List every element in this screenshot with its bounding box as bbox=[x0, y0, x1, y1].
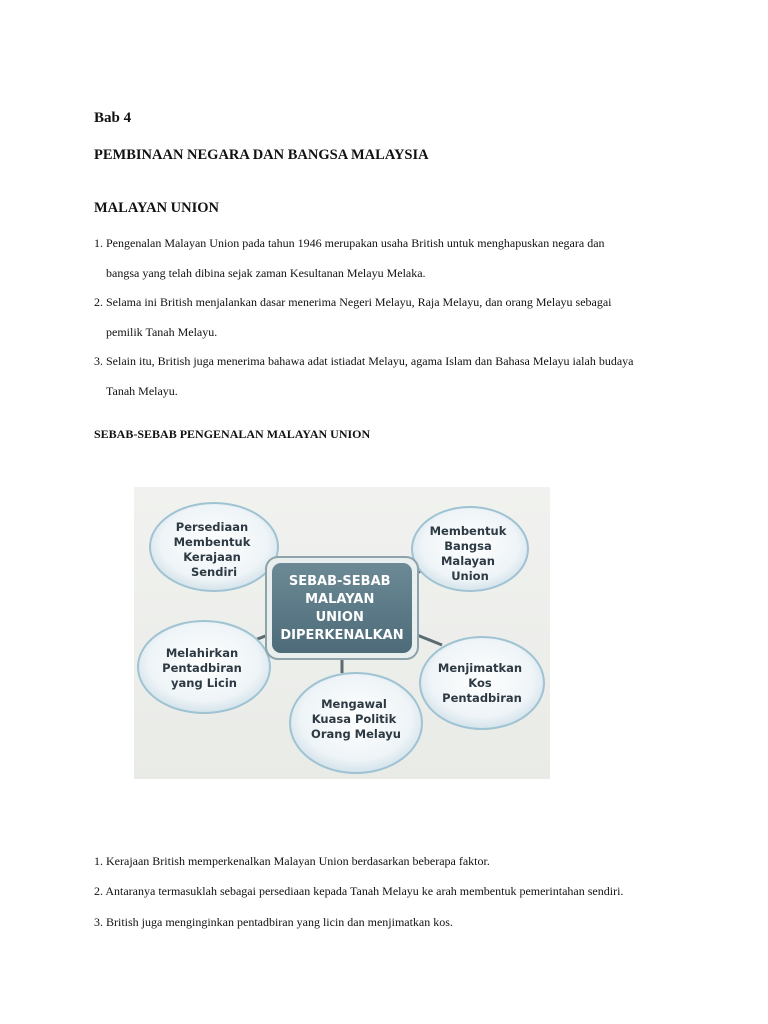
bubble-top-left-line3: Kerajaan bbox=[183, 550, 241, 564]
bubble-mid-left-line3: yang Licin bbox=[171, 676, 237, 690]
center-line4: DIPERKENALKAN bbox=[280, 628, 404, 643]
bubble-mid-right bbox=[420, 637, 544, 729]
intro-point-1-line2: bangsa yang telah dibina sejak zaman Kesultanan Melayu Melaka. bbox=[106, 266, 426, 280]
bubble-mid-right-line2: Kos bbox=[468, 676, 492, 690]
bubble-top-left-line1: Persediaan bbox=[175, 520, 249, 534]
section-heading: MALAYAN UNION bbox=[94, 200, 220, 216]
bubble-bottom-line1: Mengawal bbox=[321, 697, 387, 711]
intro-point-1-line1: 1. Pengenalan Malayan Union pada tahun 1946 merupakan usaha British untuk menghapuskan negara dan bbox=[94, 236, 605, 250]
causes-diagram bbox=[134, 487, 550, 779]
subsection-heading: SEBAB-SEBAB PENGENALAN MALAYAN UNION bbox=[94, 427, 371, 441]
chapter-heading: Bab 4 bbox=[94, 110, 132, 126]
diagram-center bbox=[266, 557, 418, 659]
bubble-top-right-line3: Malayan bbox=[440, 554, 495, 568]
bubble-top-left bbox=[150, 503, 278, 591]
intro-point-3 bbox=[94, 346, 694, 406]
svg-text:Mengawal Kuasa Polit bbox=[311, 697, 401, 741]
intro-point-3-line2: Tanah Melayu. bbox=[106, 384, 178, 398]
chapter-title: PEMBINAAN NEGARA DAN BANGSA MALAYSIA bbox=[94, 147, 429, 163]
bubble-bottom bbox=[290, 673, 422, 773]
bubble-top-left-line4: Sendiri bbox=[190, 565, 238, 579]
bubble-mid-right-line3: Pentadbiran bbox=[442, 691, 522, 705]
summary-point-3: 3. British juga menginginkan pentadbiran yang licin dan menjimatkan kos. bbox=[94, 915, 453, 929]
svg-text:Melahirkan Pentadbir bbox=[162, 646, 246, 690]
bubble-top-left-line2: Membentuk bbox=[173, 535, 251, 549]
bubble-mid-left bbox=[138, 621, 270, 713]
connector-mid-right bbox=[417, 635, 442, 645]
bubble-top-right-line1: Membentuk bbox=[429, 524, 507, 538]
bubble-mid-left-line2: Pentadbiran bbox=[162, 661, 242, 675]
bubble-mid-right-line1: Menjimatkan bbox=[437, 661, 523, 675]
diagram-svg bbox=[134, 487, 550, 779]
bubble-bottom-line2: Kuasa Politik bbox=[311, 712, 397, 726]
bubble-top-right-line4: Union bbox=[451, 569, 489, 583]
bubble-bottom-line3: Orang Melayu bbox=[311, 727, 401, 741]
center-line2: MALAYAN bbox=[305, 592, 375, 607]
bubble-top-right-line2: Bangsa bbox=[444, 539, 492, 553]
intro-point-2-line2: pemilik Tanah Melayu. bbox=[106, 325, 218, 339]
intro-point-3-line1: 3. Selain itu, British juga menerima bahawa adat istiadat Melayu, agama Islam dan Bahasa Melayu ialah budaya bbox=[94, 354, 634, 368]
summary-point-1: 1. Kerajaan British memperkenalkan Malayan Union berdasarkan beberapa faktor. bbox=[94, 854, 490, 868]
center-line3: UNION bbox=[315, 610, 364, 625]
intro-point-2-line1: 2. Selama ini British menjalankan dasar menerima Negeri Melayu, Raja Melayu, dan orang Melayu sebagai bbox=[94, 295, 612, 309]
bubble-mid-left-line1: Melahirkan bbox=[165, 646, 239, 660]
summary-point-2: 2. Antaranya termasuklah sebagai persediaan kepada Tanah Melayu ke arah membentuk pemerintahan sendiri. bbox=[94, 884, 624, 898]
intro-point-1 bbox=[94, 228, 694, 288]
intro-point-2 bbox=[94, 287, 694, 347]
bubble-top-right bbox=[412, 507, 528, 591]
center-line1: SEBAB-SEBAB bbox=[288, 574, 391, 589]
